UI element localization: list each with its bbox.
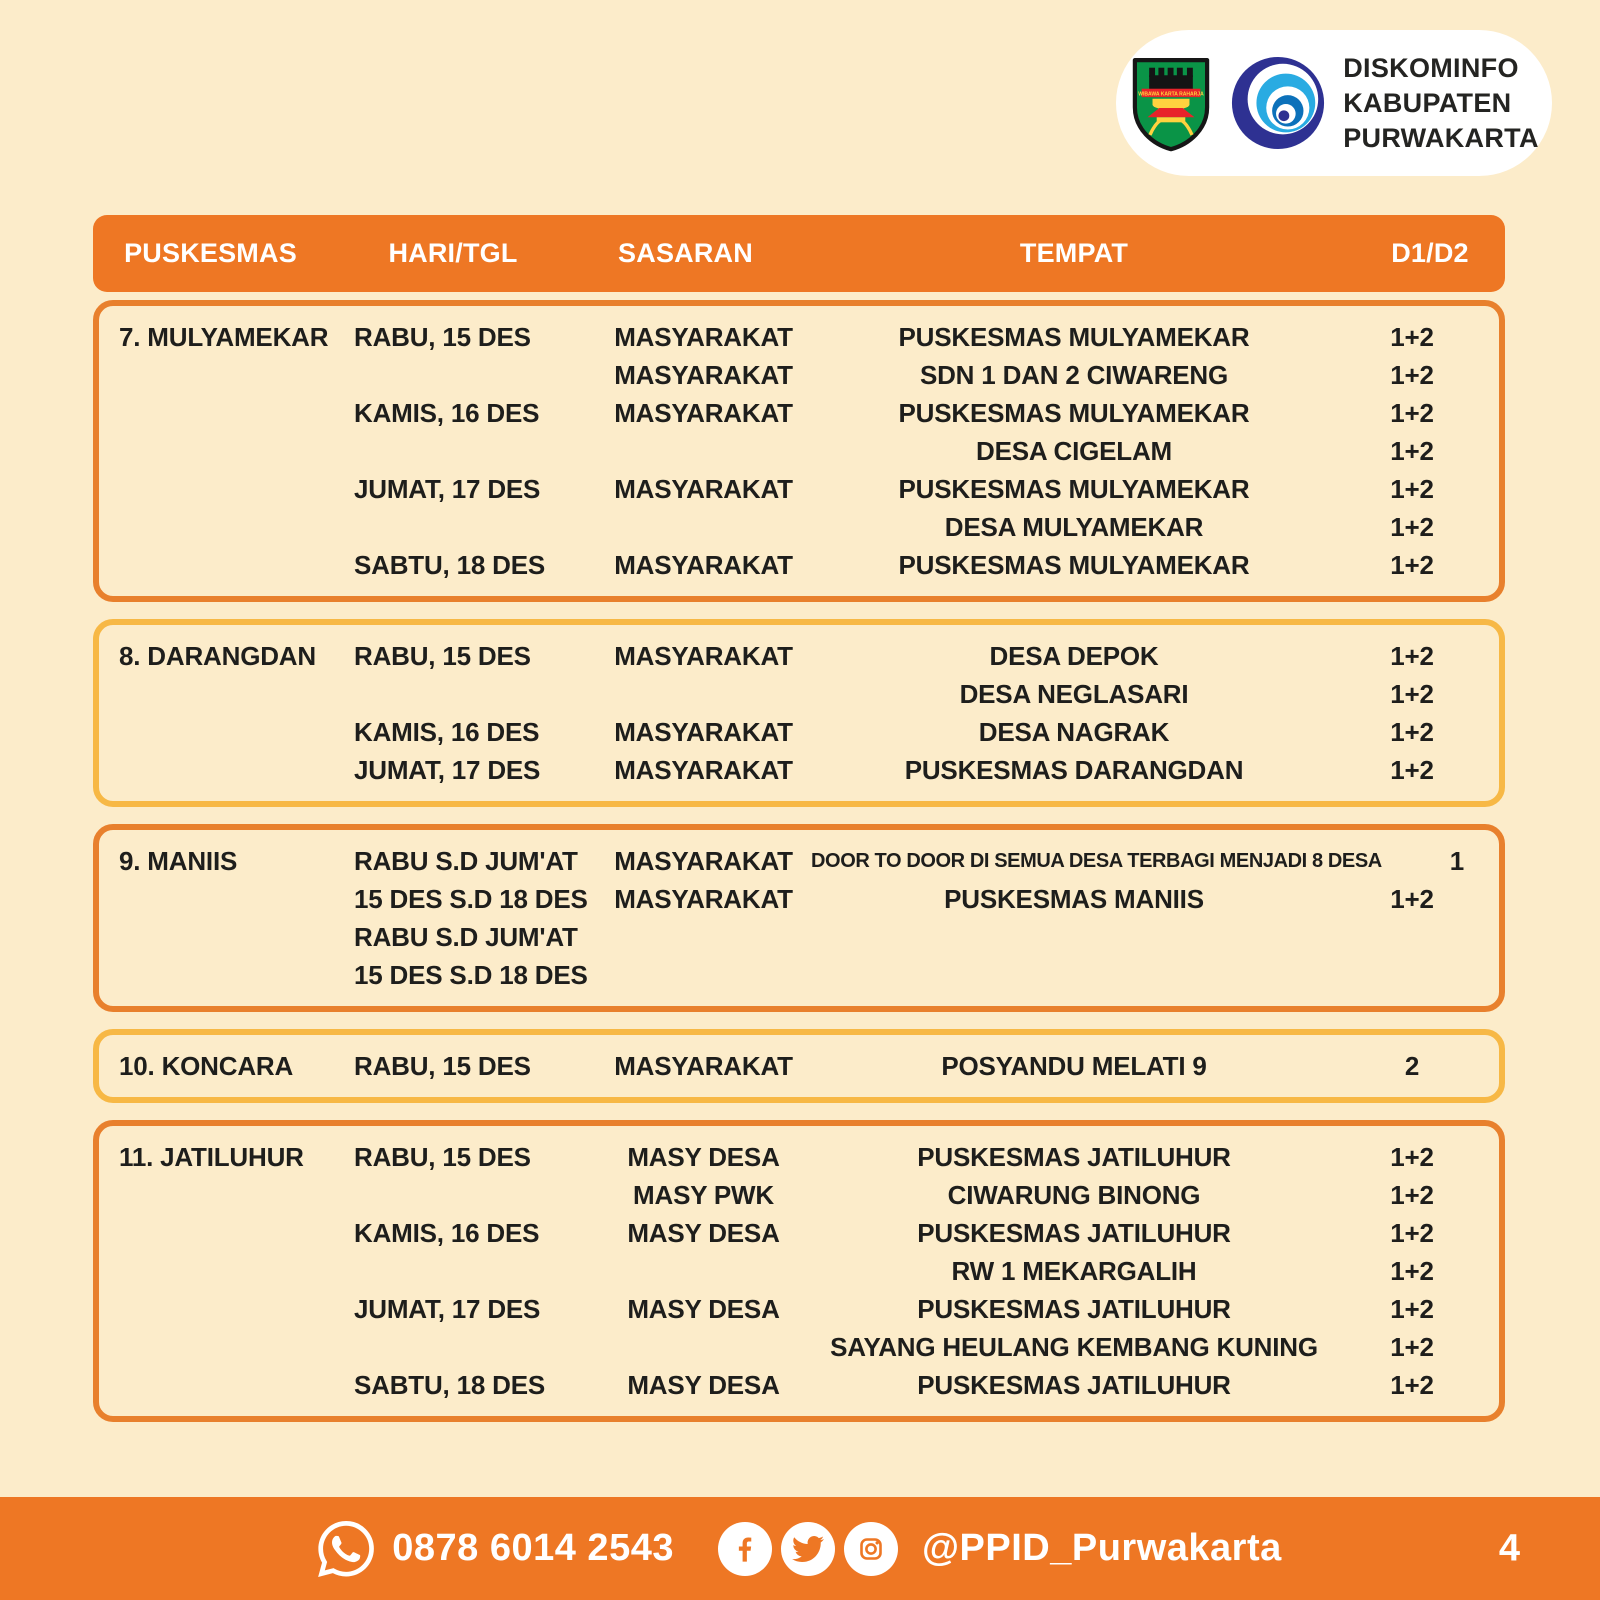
purwakarta-crest-logo <box>1129 52 1213 154</box>
hari-tgl-cell: SABTU, 18 DES <box>354 1369 546 1400</box>
dose-cell: 1+2 <box>1390 1217 1434 1248</box>
hari-tgl-cell: JUMAT, 17 DES <box>354 473 541 504</box>
table-row <box>111 508 1487 546</box>
dose-cell: 1+2 <box>1390 883 1434 914</box>
phone-number: 0878 6014 2543 <box>392 1527 674 1569</box>
dose-cell: 1+2 <box>1390 640 1434 671</box>
hari-tgl-cell: RABU, 15 DES <box>354 640 531 671</box>
table-row <box>111 956 1487 994</box>
page-number: 4 <box>1498 1527 1520 1569</box>
tempat-cell: PUSKESMAS MULYAMEKAR <box>898 473 1250 504</box>
sasaran-cell: MASYARAKAT <box>614 883 793 914</box>
sasaran-cell: MASYARAKAT <box>614 549 793 580</box>
tempat-cell: PUSKESMAS MULYAMEKAR <box>898 321 1250 352</box>
table-row <box>111 713 1487 751</box>
whatsapp-contact <box>318 1521 674 1577</box>
column-header-puskesmas: PUSKESMAS <box>124 238 297 268</box>
dose-cell: 1+2 <box>1390 678 1434 709</box>
dose-cell: 1+2 <box>1390 473 1434 504</box>
sasaran-cell: MASYARAKAT <box>614 473 793 504</box>
tempat-cell: SDN 1 DAN 2 CIWARENG <box>919 359 1229 390</box>
hari-tgl-cell: KAMIS, 16 DES <box>354 1217 540 1248</box>
puskesmas-cell: 9. MANIIS <box>119 845 238 876</box>
tempat-cell: DESA CIGELAM <box>976 435 1172 466</box>
table-row <box>111 1290 1487 1328</box>
schedule-table <box>93 215 1505 1422</box>
dose-cell: 1+2 <box>1390 1369 1434 1400</box>
sasaran-cell: MASY DESA <box>627 1141 780 1172</box>
brand-line-1: DISKOMINFO <box>1343 52 1519 83</box>
tempat-cell: DOOR TO DOOR DI SEMUA DESA TERBAGI MENJADI 8 DESA <box>811 849 1382 872</box>
dose-cell: 1+2 <box>1390 754 1434 785</box>
hari-tgl-cell: KAMIS, 16 DES <box>354 716 540 747</box>
hari-tgl-cell: RABU, 15 DES <box>354 1050 531 1081</box>
dose-cell: 1+2 <box>1390 397 1434 428</box>
svg-text:WIBAWA KARTA RAHARJA: WIBAWA KARTA RAHARJA <box>1138 91 1204 98</box>
dose-cell: 1+2 <box>1390 549 1434 580</box>
sasaran-cell: MASYARAKAT <box>614 1050 793 1081</box>
facebook-icon <box>718 1522 772 1576</box>
brand-line-2: KABUPATEN <box>1343 87 1512 118</box>
social-contact <box>718 1522 1282 1576</box>
table-row <box>111 394 1487 432</box>
table-row <box>111 1047 1487 1085</box>
dose-cell: 1+2 <box>1390 359 1434 390</box>
table-row <box>111 432 1487 470</box>
instagram-icon <box>844 1522 898 1576</box>
tempat-cell: PUSKESMAS JATILUHUR <box>917 1217 1231 1248</box>
dose-cell: 1+2 <box>1390 1255 1434 1286</box>
hari-tgl-cell: RABU S.D JUM'AT <box>354 845 578 876</box>
sasaran-cell: MASY PWK <box>633 1179 774 1210</box>
table-row <box>111 842 1487 880</box>
tempat-cell: PUSKESMAS MULYAMEKAR <box>898 397 1250 428</box>
hari-tgl-cell: JUMAT, 17 DES <box>354 754 541 785</box>
tempat-cell: PUSKESMAS JATILUHUR <box>917 1293 1231 1324</box>
column-header-sasaran: SASARAN <box>618 238 753 268</box>
dose-cell: 1+2 <box>1390 321 1434 352</box>
hari-tgl-cell: JUMAT, 17 DES <box>354 1293 541 1324</box>
table-row <box>111 1366 1487 1404</box>
table-row <box>111 675 1487 713</box>
sasaran-cell: MASY DESA <box>627 1217 780 1248</box>
table-row <box>111 918 1487 956</box>
sasaran-cell: MASYARAKAT <box>614 397 793 428</box>
section-koncara <box>93 1029 1505 1103</box>
column-header-tempat: TEMPAT <box>1019 238 1129 268</box>
dose-cell: 1 <box>1449 845 1464 876</box>
tempat-cell: PUSKESMAS MANIIS <box>944 883 1204 914</box>
dose-cell: 1+2 <box>1390 435 1434 466</box>
hari-tgl-cell: KAMIS, 16 DES <box>354 397 540 428</box>
tempat-cell: RW 1 MEKARGALIH <box>951 1255 1197 1286</box>
puskesmas-cell: 8. DARANGDAN <box>119 640 316 671</box>
table-row <box>111 1328 1487 1366</box>
tempat-cell: PUSKESMAS JATILUHUR <box>917 1369 1231 1400</box>
tempat-cell: SAYANG HEULANG KEMBANG KUNING <box>830 1331 1318 1362</box>
sasaran-cell: MASYARAKAT <box>614 754 793 785</box>
brand-line-3: PURWAKARTA <box>1343 122 1539 153</box>
twitter-icon <box>781 1522 835 1576</box>
dose-cell: 1+2 <box>1390 1293 1434 1324</box>
dose-cell: 1+2 <box>1390 716 1434 747</box>
footer <box>0 1497 1600 1600</box>
table-row <box>111 1252 1487 1290</box>
table-row <box>111 318 1487 356</box>
section-maniis <box>93 824 1505 1012</box>
tempat-cell: PUSKESMAS MULYAMEKAR <box>898 549 1250 580</box>
tempat-cell: PUSKESMAS DARANGDAN <box>904 754 1244 785</box>
tempat-cell: PUSKESMAS JATILUHUR <box>917 1141 1231 1172</box>
sections <box>93 300 1505 1422</box>
hari-tgl-cell: RABU, 15 DES <box>354 1141 531 1172</box>
table-row <box>111 470 1487 508</box>
table-row <box>111 1214 1487 1252</box>
social-icons <box>718 1522 898 1576</box>
tempat-cell: DESA NAGRAK <box>978 716 1170 747</box>
table-header <box>93 215 1505 292</box>
table-row <box>111 546 1487 584</box>
column-header-hari-tgl: HARI/TGL <box>388 238 518 268</box>
logo-card <box>1116 30 1552 176</box>
tempat-cell: CIWARUNG BINONG <box>947 1179 1201 1210</box>
tempat-cell: DESA MULYAMEKAR <box>944 511 1204 542</box>
hari-tgl-cell: SABTU, 18 DES <box>354 549 546 580</box>
hari-tgl-cell: RABU, 15 DES <box>354 321 531 352</box>
dose-cell: 1+2 <box>1390 1179 1434 1210</box>
sasaran-cell: MASY DESA <box>627 1369 780 1400</box>
table-row <box>111 356 1487 394</box>
section-darangdan <box>93 619 1505 807</box>
table-row <box>111 1138 1487 1176</box>
tempat-cell: DESA NEGLASARI <box>959 678 1189 709</box>
hari-tgl-cell: 15 DES S.D 18 DES <box>354 883 588 914</box>
section-mulyamekar <box>93 300 1505 602</box>
sasaran-cell: MASYARAKAT <box>614 359 793 390</box>
column-header-d1-d2: D1/D2 <box>1391 238 1469 268</box>
sasaran-cell: MASYARAKAT <box>614 640 793 671</box>
table-row <box>111 880 1487 918</box>
sasaran-cell: MASYARAKAT <box>614 845 793 876</box>
sasaran-cell: MASY DESA <box>627 1293 780 1324</box>
whatsapp-icon <box>318 1521 374 1577</box>
tempat-cell: DESA DEPOK <box>989 640 1159 671</box>
section-jatiluhur <box>93 1120 1505 1422</box>
table-row <box>111 1176 1487 1214</box>
puskesmas-cell: 11. JATILUHUR <box>119 1141 304 1172</box>
dose-cell: 1+2 <box>1390 1331 1434 1362</box>
puskesmas-cell: 10. KONCARA <box>119 1050 294 1081</box>
brand-name <box>1343 51 1539 156</box>
dose-cell: 1+2 <box>1390 1141 1434 1172</box>
kominfo-logo <box>1229 54 1327 152</box>
sasaran-cell: MASYARAKAT <box>614 321 793 352</box>
table-row <box>111 751 1487 789</box>
tempat-cell: POSYANDU MELATI 9 <box>941 1050 1207 1081</box>
social-handle: @PPID_Purwakarta <box>921 1527 1282 1569</box>
sasaran-cell: MASYARAKAT <box>614 716 793 747</box>
puskesmas-cell: 7. MULYAMEKAR <box>119 321 329 352</box>
hari-tgl-cell: 15 DES S.D 18 DES <box>354 959 588 990</box>
hari-tgl-cell: RABU S.D JUM'AT <box>354 921 578 952</box>
dose-cell: 1+2 <box>1390 511 1434 542</box>
dose-cell: 2 <box>1404 1050 1420 1081</box>
table-row <box>111 637 1487 675</box>
